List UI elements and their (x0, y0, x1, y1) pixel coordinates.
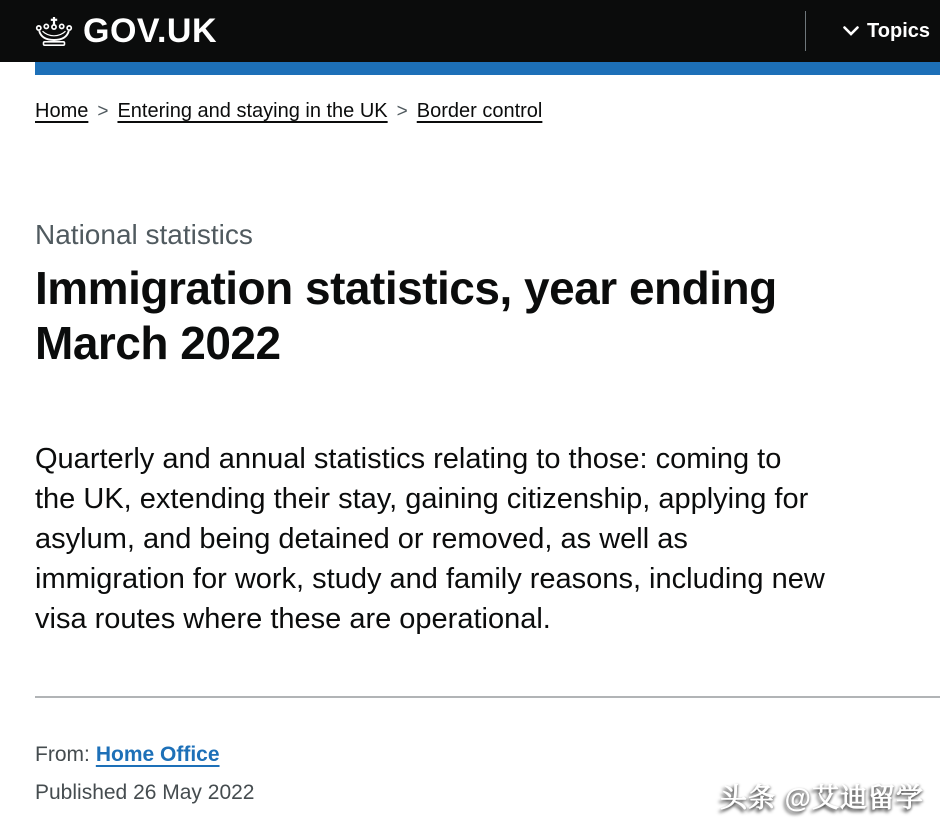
from-label: From: (35, 743, 90, 766)
watermark-text: 头条 @艾迪留学 (720, 783, 924, 813)
topics-label: Topics (867, 19, 930, 42)
govuk-logo-link[interactable] (35, 0, 217, 62)
home-office-link[interactable]: Home Office (95, 743, 220, 766)
breadcrumb (35, 98, 905, 125)
breadcrumb-link-border-control[interactable]: Border control (416, 100, 543, 122)
govuk-logo-text: GOV.UK (83, 11, 218, 50)
main-content (35, 218, 905, 639)
breadcrumb-link-entering-staying-uk[interactable]: Entering and staying in the UK (117, 100, 388, 122)
page-title: Immigration statistics, year ending March 2022 (35, 262, 777, 369)
crown-icon (35, 16, 73, 47)
site-header (0, 0, 940, 62)
breadcrumb-separator: > (97, 101, 109, 122)
breadcrumb-link-home[interactable]: Home (35, 100, 89, 122)
breadcrumb-separator: > (396, 101, 408, 122)
blue-accent-bar (35, 62, 940, 75)
publication-type-caption: National statistics (35, 219, 253, 250)
from-row (35, 742, 905, 768)
published-date: Published 26 May 2022 (35, 781, 255, 804)
summary-paragraph: Quarterly and annual statistics relating to those: coming to the UK, extending their stay, gaining citizenship, applying for asylum, and being detained or removed, as well as immigration for work, study and family reasons, including new visa routes where these are operational. (35, 443, 825, 635)
topics-menu-button[interactable] (805, 11, 930, 51)
chevron-down-icon (843, 26, 859, 36)
section-divider (35, 696, 940, 698)
